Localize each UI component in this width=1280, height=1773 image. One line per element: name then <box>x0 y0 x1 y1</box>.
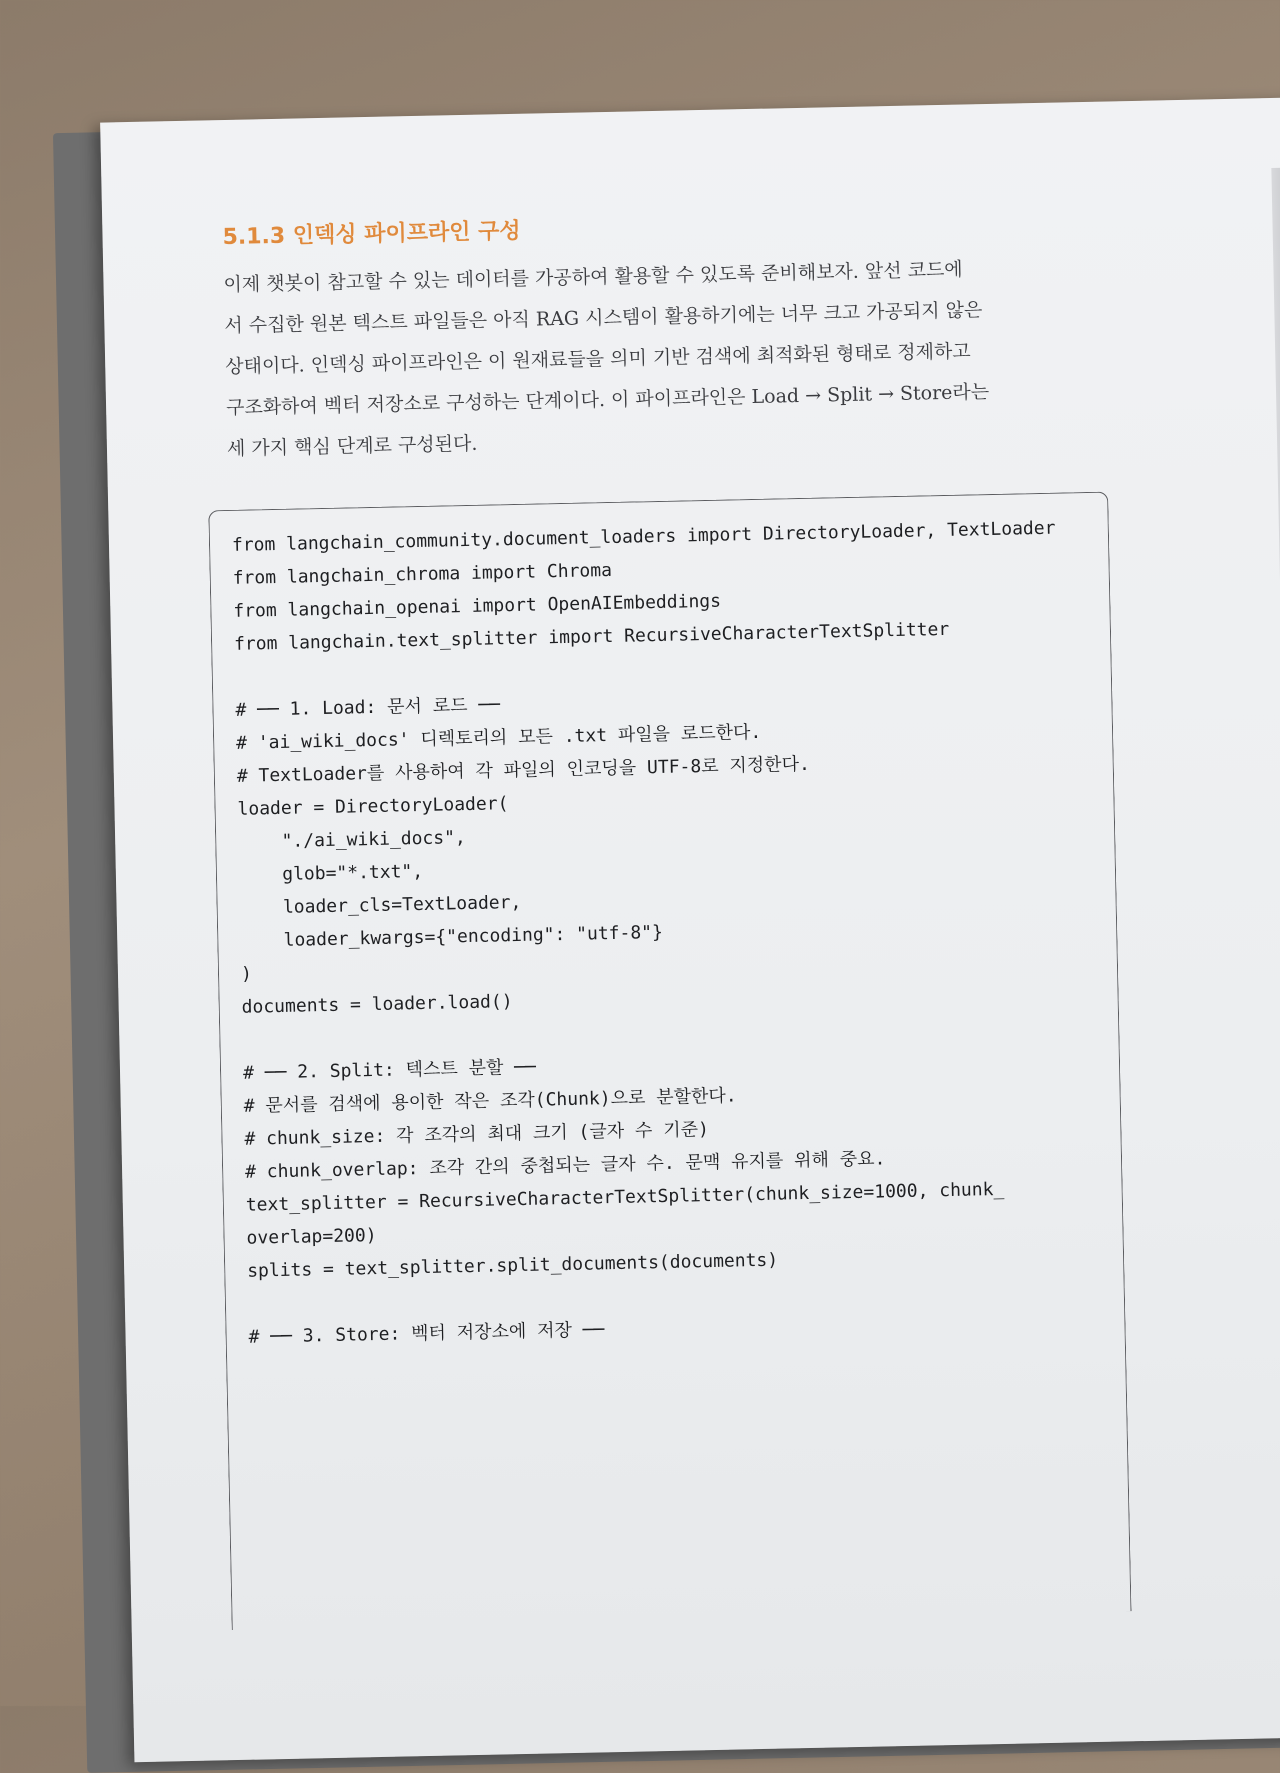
book-page <box>100 97 1280 1762</box>
code-block <box>208 492 1131 1631</box>
code-line: from langchain_chroma import Chroma <box>232 559 613 589</box>
code-line: text_splitter = RecursiveCharacterTextSplitter(chunk_size=1000, chunk_ <box>245 1178 1005 1216</box>
code-line: from langchain_openai import OpenAIEmbeddings <box>233 590 722 622</box>
code-line: # ── 1. Load: 문서 로드 ── <box>235 694 501 721</box>
code-line: # ── 2. Split: 텍스트 분할 ── <box>242 1056 537 1084</box>
code-line: # TextLoader를 사용하여 각 파일의 인코딩을 UTF-8로 지정한다. <box>236 753 811 787</box>
paragraph-line: 이제 챗봇이 참고할 수 있는 데이터를 가공하여 활용할 수 있도록 준비해보자. 앞선 코드에 <box>223 258 963 297</box>
page-fold <box>1271 167 1280 1367</box>
code-line: # chunk_size: 각 조각의 최대 크기 (글자 수 기준) <box>244 1119 710 1150</box>
code-line: ) <box>240 963 253 985</box>
paragraph-line: 세 가지 핵심 단계로 구성된다. <box>226 432 478 460</box>
code-line: # 문서를 검색에 용이한 작은 조각(Chunk)으로 분할한다. <box>243 1085 737 1117</box>
code-line: glob="*.txt", <box>238 860 424 886</box>
code-line: "./ai_wiki_docs", <box>238 827 466 853</box>
code-line: loader = DirectoryLoader( <box>237 793 509 820</box>
paragraph-line: 서 수집한 원본 텍스트 파일들은 아직 RAG 시스템이 활용하기에는 너무 크고 가공되지 않은 <box>224 299 983 338</box>
section-content <box>222 201 1117 470</box>
code-line: from langchain_community.document_loaders import DirectoryLoader, TextLoader <box>231 517 1056 556</box>
code-line: overlap=200) <box>246 1225 377 1249</box>
code-line: # chunk_overlap: 조각 간의 중첩되는 글자 수. 문맥 유지를 위해 중요. <box>244 1148 886 1183</box>
paragraph-line: 구조화하여 벡터 저장소로 구성하는 단계이다. 이 파이프라인은 Load → Split → Store라는 <box>225 381 990 419</box>
section-title: 5.1.3 인덱싱 파이프라인 구성 <box>222 218 521 251</box>
code-line: # ── 3. Store: 벡터 저장소에 저장 ── <box>248 1319 605 1348</box>
code-line: loader_kwargs={"encoding": "utf-8"} <box>240 921 664 952</box>
code-line: loader_cls=TextLoader, <box>239 891 522 919</box>
code-line: documents = loader.load() <box>241 991 513 1018</box>
code-line: from langchain.text_splitter import RecursiveCharacterTextSplitter <box>233 618 950 655</box>
paragraph-line: 상태이다. 인덱싱 파이프라인은 이 원재료들을 의미 기반 검색에 최적화된 형태로 정제하고 <box>225 340 971 378</box>
code-line: # 'ai_wiki_docs' 디렉토리의 모든 .txt 파일을 로드한다. <box>235 721 762 754</box>
code-line: splits = text_splitter.split_documents(documents) <box>246 1249 779 1282</box>
